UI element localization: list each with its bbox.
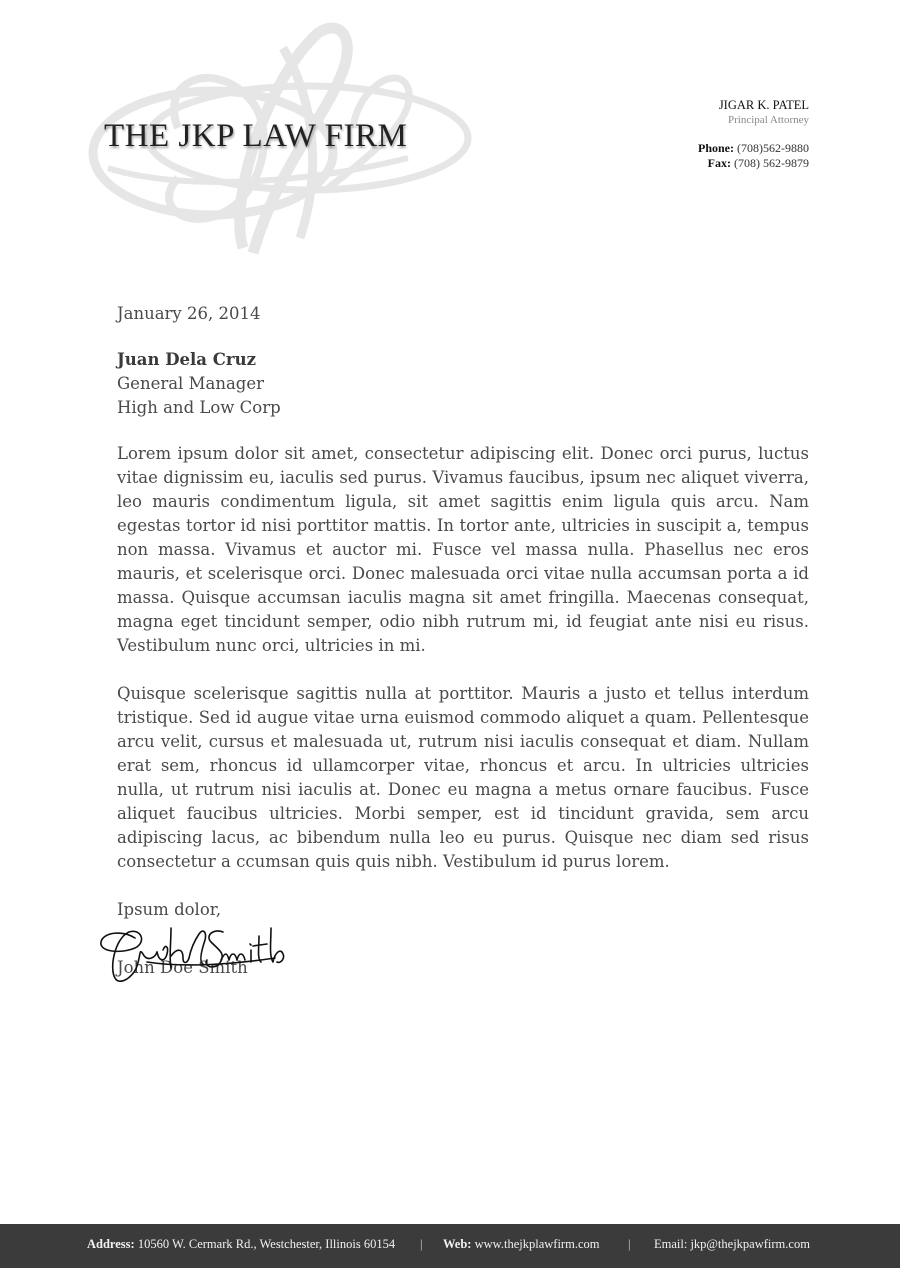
phone-label: Phone:	[698, 141, 734, 155]
email-link[interactable]: jkp@thejkpawfirm.com	[690, 1237, 810, 1251]
letter-body	[117, 302, 809, 992]
email-label: Email:	[654, 1237, 688, 1251]
attorney-title: Principal Attorney	[728, 114, 809, 126]
fax-label: Fax:	[707, 156, 731, 170]
footer-email	[654, 1237, 810, 1252]
address-value: 10560 W. Cermark Rd., Westchester, Illinois 60154	[137, 1237, 396, 1251]
body-paragraph: Quisque scelerisque sagittis nulla at porttitor. Mauris a justo et tellus interdum tristique. Sed id augue vitae urna euismod commodo aliquet a quam. Pellentesque arcu velit, cursus et malesuada ut, rutrum nisi iaculis consequat et diam. Nullam erat sem, rhoncus id ullamcorper vitae, rhoncus et arcu. In ultricies ultricies nulla, ut rutrum nisi iaculis at. Donec eu magna a metus ornare faucibus. Fusce aliquet faucibus ultricies. Morbi semper, est id tincidunt gravida, sem arcu adipiscing lacus, ac bibendum nulla leo eu purus. Quisque nec diam sed risus consectetur a ccumsan quis quis nibh. Vestibulum id purus lorem.	[117, 684, 809, 871]
phone-line	[698, 141, 809, 156]
recipient-name: Juan Dela Cruz	[117, 350, 256, 369]
contact-block	[698, 98, 809, 171]
attorney-name: JIGAR K. PATEL	[718, 98, 809, 112]
letter-date: January 26, 2014	[117, 304, 261, 323]
fax-line	[698, 156, 809, 171]
address-label: Address:	[87, 1237, 135, 1251]
fax-number: (708) 562-9879	[734, 156, 809, 170]
footer-web	[443, 1237, 599, 1252]
recipient-company: High and Low Corp	[117, 398, 281, 417]
footer-separator: |	[420, 1237, 423, 1251]
handwritten-signature	[95, 918, 285, 988]
footer-separator: |	[628, 1237, 631, 1251]
phone-number: (708)562-9880	[737, 141, 809, 155]
footer-address	[87, 1237, 395, 1252]
web-label: Web:	[443, 1237, 472, 1251]
footer-bar	[0, 1224, 900, 1268]
body-paragraph: Lorem ipsum dolor sit amet, consectetur adipiscing elit. Donec orci purus, luctus vitae dignissim eu, iaculis sed purus. Vivamus faucibus, ipsum nec aliquet viverra, leo mauris condimentum ligula, sit amet sagittis enim ligula quis arcu. Nam egestas tortor id nisi porttitor mattis. In tortor ante, ultricies in suscipit a, tempus non massa. Vivamus et auctor mi. Fusce vel massa nulla. Phasellus nec eros mauris, et scelerisque orci. Donec malesuada orci vitae nulla accumsan porta a id massa. Quisque accumsan iaculis magna sit amet fringilla. Maecenas consequat, magna eget tincidunt semper, odio nibh rutrum mi, id feugiat ante nisi eu risus. Vestibulum nunc orci, ultricies in mi.	[117, 444, 809, 655]
signature-block	[117, 922, 809, 992]
firm-name: THE JKP LAW FIRM	[104, 118, 408, 154]
recipient-block	[117, 348, 809, 420]
signer-name: John Doe Smith	[117, 958, 248, 977]
closing: Ipsum dolor,	[117, 900, 222, 919]
web-link[interactable]: www.thejkplawfirm.com	[474, 1237, 600, 1251]
recipient-title: General Manager	[117, 374, 264, 393]
